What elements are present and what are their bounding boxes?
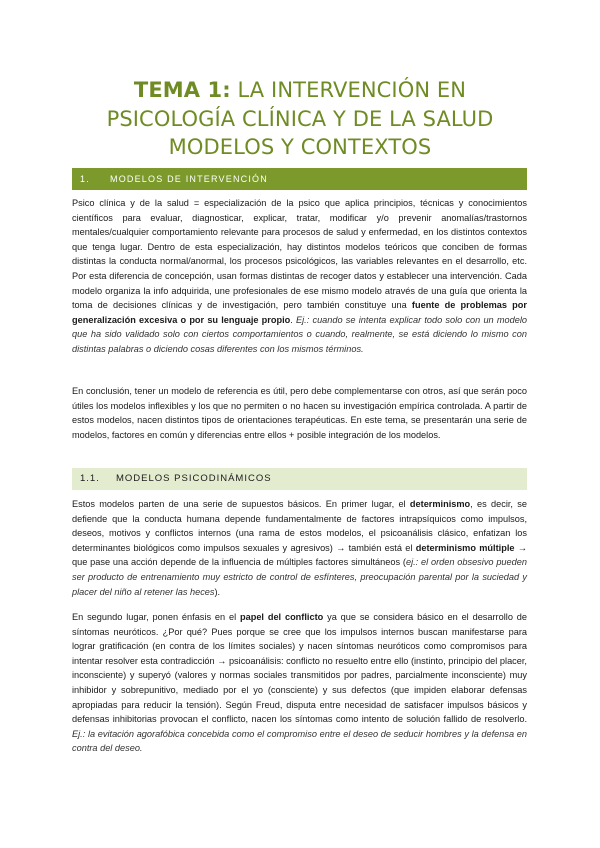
section-title: MODELOS DE INTERVENCIÓN bbox=[110, 174, 268, 184]
title-line-1 bbox=[0, 76, 600, 105]
bold-text: papel del conflicto bbox=[239, 612, 324, 622]
section-number: 1. bbox=[80, 174, 90, 184]
paragraph-definition bbox=[72, 196, 527, 357]
example-text: ej.: el orden obsesivo pueden ser producto de entrenamiento muy estricto de control de esfínteres, preocupación parental por la suciedad y placer del niño al retener las heces bbox=[72, 557, 527, 597]
section-heading-1-1 bbox=[72, 468, 527, 490]
title-prefix: TEMA 1: bbox=[133, 78, 231, 102]
section-heading-1 bbox=[72, 168, 527, 190]
paragraph-text: ). bbox=[214, 586, 221, 597]
paragraph-text: , es decir, se defiende que la conducta humana depende fundamentalmente de factores intrapsíquicos como impulsos, deseos, motivos y conflictos internos (una rama de estos modelos, el psicoanálisis clásico, enfatizan los determinantes biológicos como impulsos sexuales y agresivos) → también está el bbox=[72, 499, 527, 553]
example-text: Ej.: cuando se intenta explicar todo solo con un modelo que ha sido validado solo con ciertos comportamientos o cuando, realmente, se está diciendo lo mismo con distintas palabras o diciendo cosas diferentes con los mismos términos. bbox=[72, 314, 527, 354]
paragraph-text: → que pase una acción depende de la influencia de múltiples factores simultáneos ( bbox=[72, 542, 527, 568]
paragraph-conflict bbox=[72, 610, 527, 756]
section-title: MODELOS PSICODINÁMICOS bbox=[116, 473, 272, 484]
paragraph-text: En segundo lugar, ponen énfasis en el bbox=[72, 612, 240, 622]
bold-text: determinismo múltiple bbox=[415, 542, 515, 553]
title-line-1-rest: LA INTERVENCIÓN EN bbox=[230, 78, 467, 102]
paragraph-text: . bbox=[290, 314, 297, 325]
title-line-2: PSICOLOGÍA CLÍNICA Y DE LA SALUD bbox=[106, 106, 494, 131]
paragraph-conclusion: En conclusión, tener un modelo de referencia es útil, pero debe complementarse con otros, así que serán poco útiles los modelos inflexibles y los que no permiten o no hacen su investigación empírica controlada. A partir de estos modelos, nacen distintos tipos de orientaciones terapéuticas. En este tema, se presentarán una serie de modelos, factores en común y diferencias entre ellos + posible integración de los modelos. bbox=[72, 386, 527, 440]
bold-text: determinismo bbox=[409, 499, 471, 509]
section-number: 1.1. bbox=[80, 473, 100, 484]
paragraph-text: Estos modelos parten de una serie de supuestos básicos. En primer lugar, el bbox=[72, 499, 410, 509]
bold-text: fuente de problemas por generalización excesiva o por su lenguaje propio bbox=[72, 300, 527, 325]
paragraph-text: Psico clínica y de la salud = especialización de la psico que aplica principios, técnicas y conocimientos científicos para evaluar, diagnosticar, explicar, tratar, modificar y/o prevenir anomalías/trastornos mentales/cualquier comportamiento relevante para procesos de salud y enfermedad, en los distintos contextos que tenga lugar. Dentro de esta especialización, hay distintos modelos teóricos que conciben de formas distintas la conducta normal/anormal, los procesos psicológicos, las variables relevantes en el desarrollo, etc. Por esta diferencia de concepción, usan formas distintas de recoger datos y establecer una intervención. Cada modelo organiza la info adquirida, une profesionales de ese mismo modelo através de una guía que orienta la toma de decisiones clínicas y de investigación, pero también constituye una bbox=[72, 198, 527, 311]
paragraph-determinism bbox=[72, 497, 527, 599]
title-line-3: MODELOS Y CONTEXTOS bbox=[168, 135, 432, 159]
paragraph-text: ya que se considera básico en el desarrollo de síntomas neuróticos. ¿Por qué? Pues porque se cree que los impulsos internos buscan manifestarse para lograr gratificación (en contra de los límites sociales) y nacen síntomas neuróticos como compromisos para intentar resolver esta contradicción → psicoanálisis: conflicto no resuelto entre ello (instinto, principio del placer, inconsciente) y superyó (valores y normas sociales transmitidos por padres, parcialmente inconsciente) muy inhibidor y sobrepunitivo, mediado por el yo (consciente) y sus defectos (que impiden elaborar defensas apropiadas para reducir la tensión). Según Freud, disputa entre necesidad de satisfacer impulsos básicos y defensas inhibitorias provocan el conflicto, nacen los síntomas como intento de solución fallido de resolverlo. bbox=[72, 612, 527, 725]
example-text: Ej.: la evitación agorafóbica concebida como el compromiso entre el deseo de seducir hombres y la defensa en contra del deseo. bbox=[72, 728, 527, 754]
document-title bbox=[0, 76, 600, 162]
